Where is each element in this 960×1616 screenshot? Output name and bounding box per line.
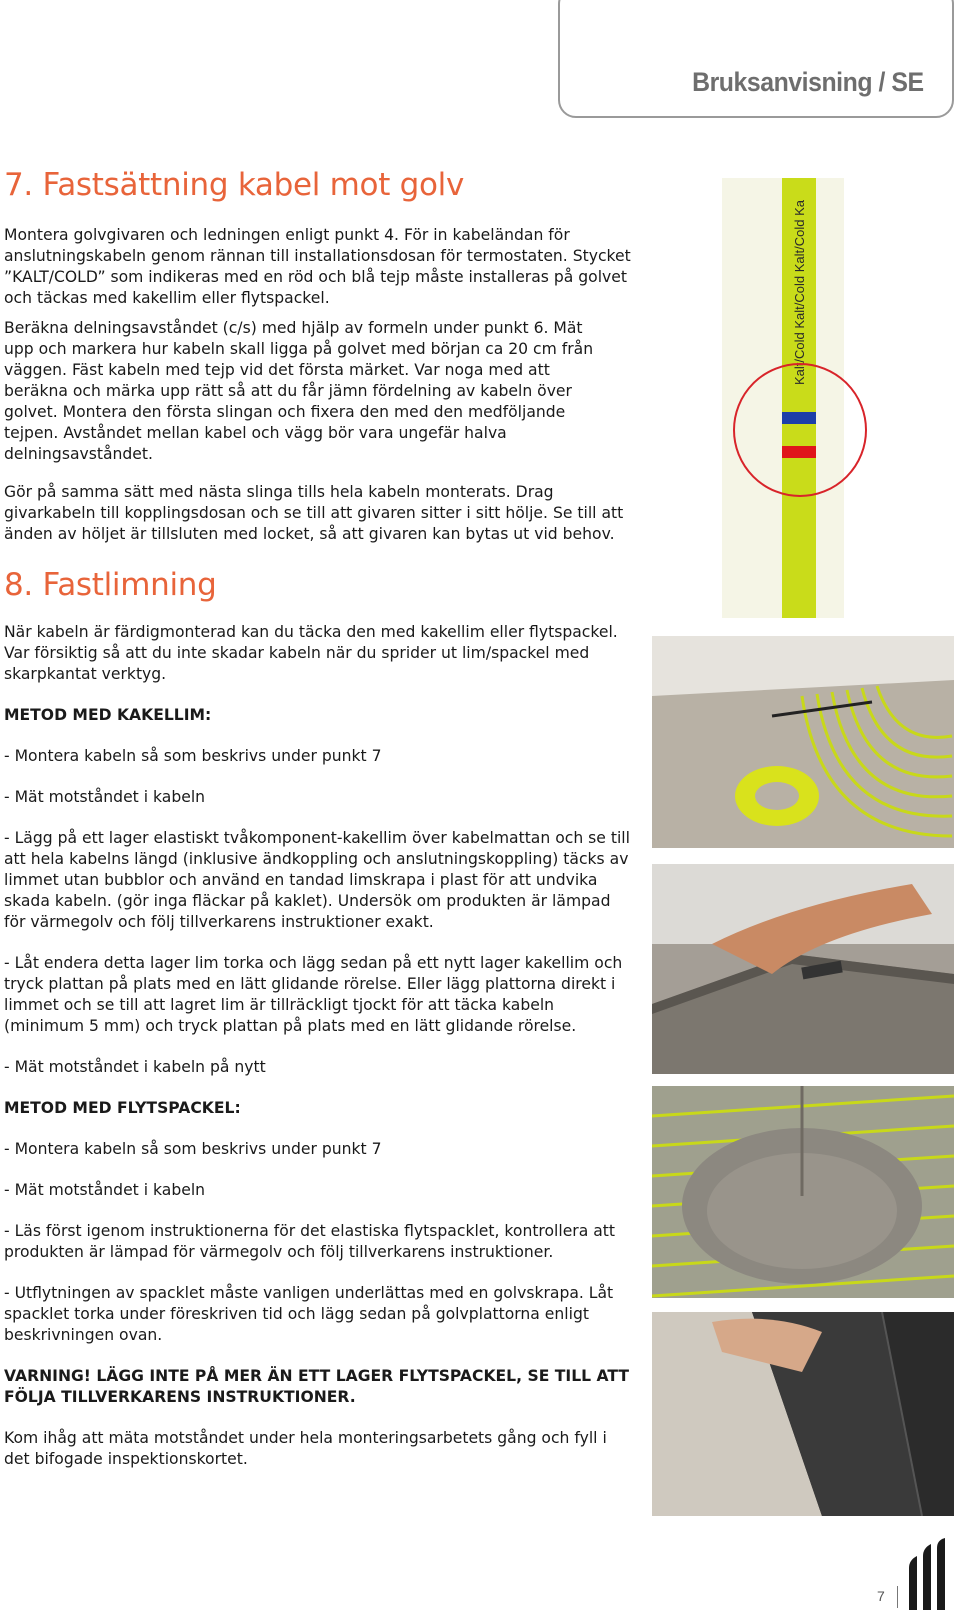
footer-divider: [897, 1586, 898, 1608]
section-8-body: [4, 622, 634, 1470]
header-title: Bruksanvisning / SE: [692, 67, 924, 97]
cable-label: Kalt/Cold Kalt/Cold Kalt/Cold Ka: [792, 200, 807, 385]
section-7-paragraph-3: Gör på samma sätt med nästa slinga tills hela kabeln monterats. Drag givarkabeln till kopplingsdosan och se till att givaren sitter i sitt hölje. Se till att änden av höljet är tillsluten med locket, så att givaren kan bytas ut vid behov.: [4, 483, 624, 543]
method-1-step-4: - Låt endera detta lager lim torka och lägg sedan på ett nytt lager kakellim och tryck plattan på plats med en lätt glidande rörelse. Eller lägg plattorna direkt i limmet och se till att lagret lim är tillräckligt tjockt för att täcka kabeln (minimum 5 mm) och tryck plattan på plats med en lätt glidande rörelse.: [4, 954, 623, 1035]
method-1-step-5: - Mät motståndet i kabeln på nytt: [4, 1058, 266, 1076]
method-1-title: METOD MED KAKELLIM:: [4, 706, 212, 724]
method-2-step-2: - Mät motståndet i kabeln: [4, 1181, 206, 1199]
method-2-step-4: - Utflytningen av spacklet måste vanligen underlättas med en golvskrapa. Låt spacklet torka under föreskriven tid och lägg sedan på golvplattorna enligt beskrivningen ovan.: [4, 1284, 614, 1344]
section-8-intro: När kabeln är färdigmonterad kan du täcka den med kakellim eller flytspackel. Var försiktig så att du inte skadar kabeln när du sprider ut lim/spackel med skarpkantat verktyg.: [4, 623, 618, 683]
brand-logo: [905, 1538, 957, 1610]
method-1-step-3: - Lägg på ett lager elastiskt tvåkomponent-kakellim över kabelmattan och se till att hela kabelns längd (inklusive ändkoppling och anslutningskoppling) täcks av limmet utan bubblor och använd en tandad limskrapa i plast för att undvika skada kabeln. (gör inga fläckar på kaklet). Undersök om produkten är lämpad för värmegolv och följ tillverkarens instruktioner exakt.: [4, 829, 630, 931]
photo-spreading-adhesive: [652, 864, 954, 1074]
section-7-body-3: [4, 482, 634, 545]
section-7-paragraph-2: Beräkna delningsavståndet (c/s) med hjälp av formeln under punkt 6. Mät upp och markera hur kabeln skall ligga på golvet med början ca 20 cm från väggen. Fäst kabeln med tejp vid det första märket. Var noga med att beräkna och märka upp rätt så att du får jämn fördelning av kabeln över golvet. Montera den första slingan och fixera den med den medföljande tejpen. Avståndet mellan kabel och vägg bör vara ungefär halva delningsavståndet.: [4, 319, 594, 463]
section-7-heading: 7. Fastsättning kabel mot golv: [4, 167, 465, 203]
header-box: [558, 0, 954, 118]
section-8-heading: 8. Fastlimning: [4, 567, 217, 603]
section-7-body-2: [4, 318, 600, 465]
page-number: 7: [877, 1588, 885, 1604]
warning-text: VARNING! LÄGG INTE PÅ MER ÄN ETT LAGER FLYTSPACKEL, SE TILL ATT FÖLJA TILLVERKARENS INSTRUKTIONER.: [4, 1367, 630, 1406]
photo-levelling-compound: [652, 1086, 954, 1298]
method-1-step-1: - Montera kabeln så som beskrivs under punkt 7: [4, 747, 382, 765]
method-2-step-3: - Läs först igenom instruktionerna för det elastiska flytspacklet, kontrollera att produkten är lämpad för värmegolv och följ tillverkarens instruktioner.: [4, 1222, 616, 1261]
photo-placing-tiles: [652, 1312, 954, 1516]
method-2-step-1: - Montera kabeln så som beskrivs under punkt 7: [4, 1140, 382, 1158]
section-7-body: [4, 225, 634, 309]
highlight-circle: [733, 363, 867, 497]
photo-cable-on-floor: [652, 636, 954, 848]
closing-text: Kom ihåg att mäta motståndet under hela monteringsarbetets gång och fyll i det bifogade inspektionskortet.: [4, 1429, 607, 1468]
method-1-step-2: - Mät motståndet i kabeln: [4, 788, 206, 806]
section-7-paragraph-1: Montera golvgivaren och ledningen enligt punkt 4. För in kabeländan för anslutningskabeln genom rännan till installationsdosan för termostaten. Stycket ”KALT/COLD” som indikeras med en röd och blå tejp måste installeras på golvet och täckas med kakellim eller flytspackel.: [4, 226, 631, 307]
method-2-title: METOD MED FLYTSPACKEL:: [4, 1099, 241, 1117]
